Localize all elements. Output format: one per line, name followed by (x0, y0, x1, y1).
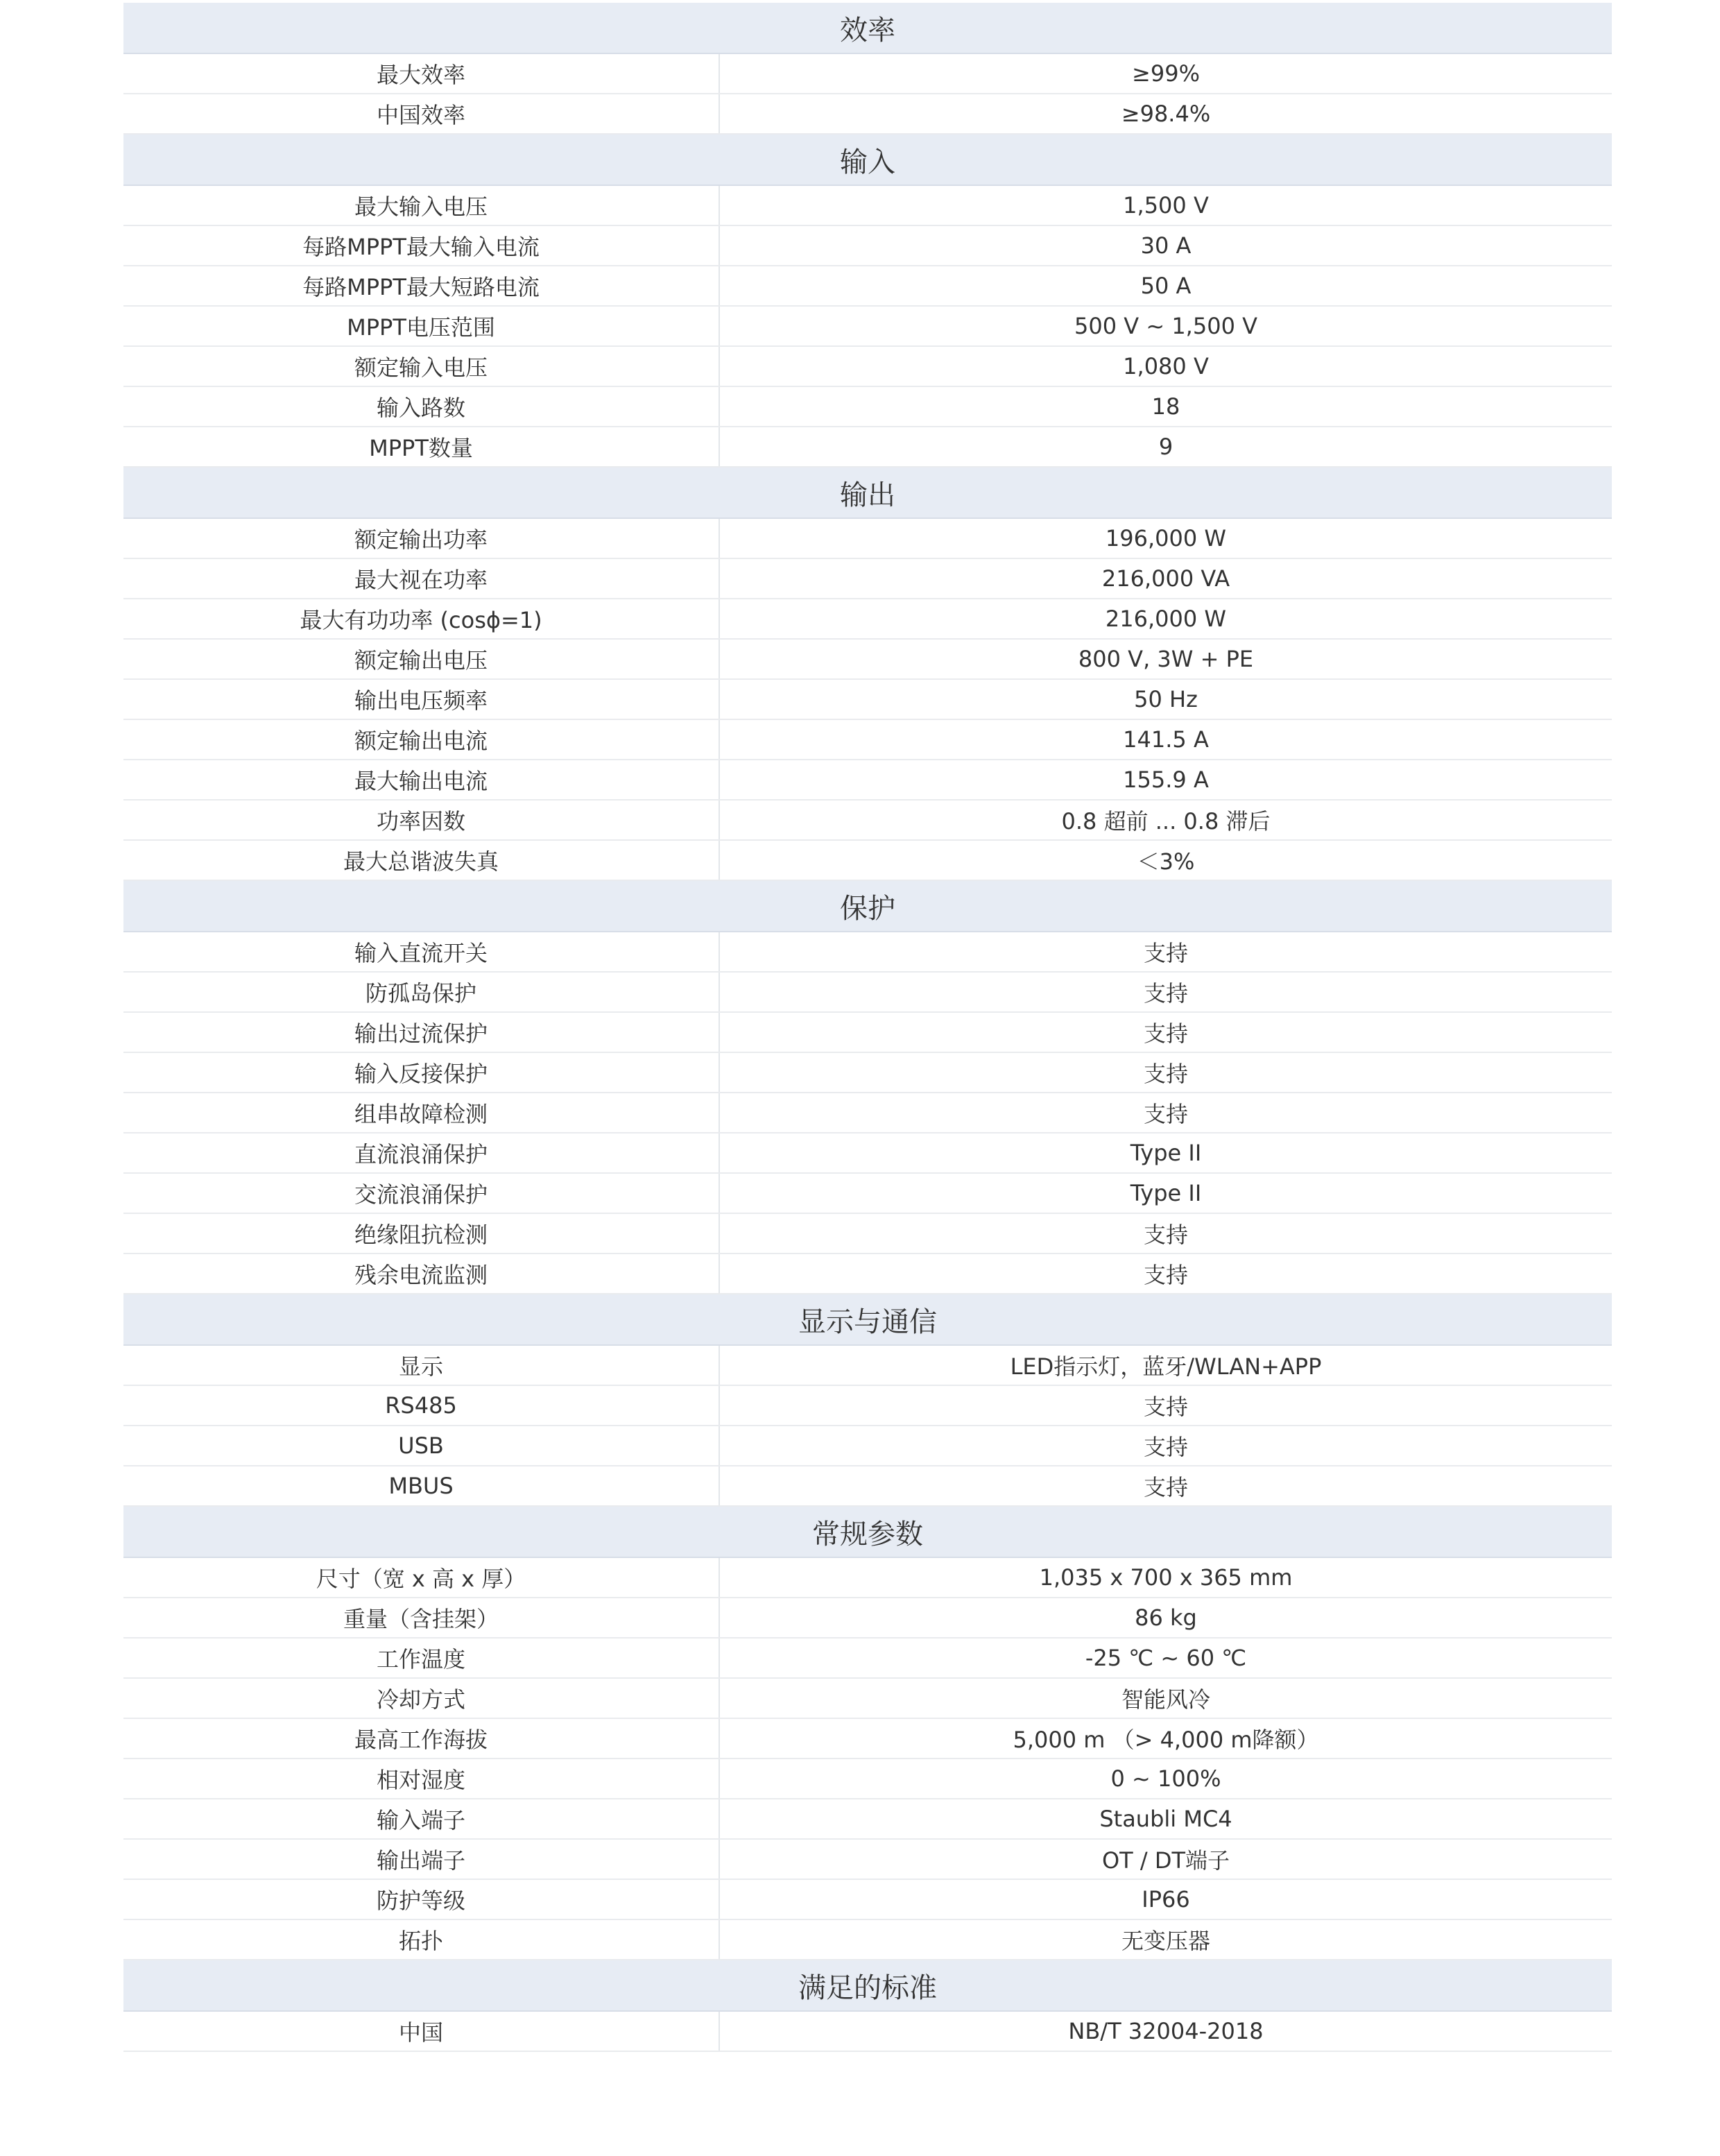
spec-value: 0.8 超前 ... 0.8 滞后 (1061, 808, 1271, 835)
spec-value: 500 V ~ 1,500 V (1074, 313, 1257, 339)
table-row (123, 1759, 1612, 1799)
spec-value: 智能风冷 (1121, 1686, 1210, 1713)
spec-label: 绝缘阻抗检测 (123, 1214, 720, 1253)
spec-label: 重量（含挂架） (123, 1598, 720, 1637)
table-row (123, 932, 1612, 973)
table-row (123, 841, 1612, 881)
spec-label: 每路MPPT最大短路电流 (123, 266, 720, 305)
table-row (123, 1346, 1612, 1386)
spec-label: 输入路数 (123, 387, 720, 426)
spec-label: RS485 (123, 1386, 720, 1425)
section-header: 输出 (123, 468, 1612, 519)
spec-value: 支持 (1143, 1262, 1188, 1288)
spec-value: 50 Hz (1134, 686, 1198, 712)
spec-label: 最大总谐波失真 (123, 841, 720, 880)
spec-label: 防孤岛保护 (123, 973, 720, 1011)
spec-label: 交流浪涌保护 (123, 1174, 720, 1213)
spec-value: 9 (1158, 434, 1173, 460)
spec-label: 最大视在功率 (123, 559, 720, 598)
spec-label: 防护等级 (123, 1880, 720, 1919)
spec-value: 无变压器 (1121, 1928, 1210, 1954)
table-row (123, 1719, 1612, 1759)
spec-value: NB/T 32004-2018 (1068, 2018, 1264, 2044)
spec-value: Staubli MC4 (1099, 1806, 1232, 1832)
table-row (123, 599, 1612, 640)
spec-label: USB (123, 1426, 720, 1465)
table-row (123, 347, 1612, 387)
table-row (123, 1466, 1612, 1507)
spec-value: OT / DT端子 (1101, 1847, 1230, 1874)
spec-label: 输出端子 (123, 1840, 720, 1879)
table-row (123, 1386, 1612, 1426)
spec-label: 组串故障检测 (123, 1093, 720, 1132)
spec-value: 86 kg (1135, 1605, 1197, 1631)
spec-label: MPPT电压范围 (123, 307, 720, 345)
spec-label: 功率因数 (123, 801, 720, 839)
spec-label: 冷却方式 (123, 1679, 720, 1718)
spec-value: 18 (1151, 393, 1180, 420)
spec-value: 支持 (1143, 1222, 1188, 1248)
spec-value: 支持 (1143, 1061, 1188, 1087)
spec-label: 最大有功功率 (cosϕ=1) (123, 599, 720, 638)
spec-value: -25 ℃ ~ 60 ℃ (1085, 1645, 1247, 1671)
spec-value: Type II (1130, 1140, 1202, 1166)
spec-value: ＜3% (1137, 848, 1195, 875)
spec-label: 输入端子 (123, 1799, 720, 1838)
section-header: 效率 (123, 3, 1612, 54)
table-row (123, 266, 1612, 307)
spec-label: 额定输出电压 (123, 640, 720, 678)
table-row (123, 1254, 1612, 1294)
table-row (123, 1639, 1612, 1679)
spec-value: 支持 (1143, 1020, 1188, 1047)
table-row (123, 54, 1612, 94)
table-row (123, 559, 1612, 599)
spec-label: 拓扑 (123, 1920, 720, 1959)
section-header: 输入 (123, 135, 1612, 186)
spec-label: 额定输入电压 (123, 347, 720, 386)
table-row (123, 1133, 1612, 1174)
spec-label: 显示 (123, 1346, 720, 1385)
table-row (123, 2012, 1612, 2052)
table-row (123, 640, 1612, 680)
section-header: 显示与通信 (123, 1294, 1612, 1346)
table-row (123, 1053, 1612, 1093)
spec-value: 支持 (1143, 1434, 1188, 1460)
table-row (123, 1214, 1612, 1254)
section-header: 满足的标准 (123, 1960, 1612, 2012)
spec-label: 相对湿度 (123, 1759, 720, 1798)
table-row (123, 680, 1612, 720)
spec-value: 支持 (1143, 1394, 1188, 1420)
spec-value: IP66 (1142, 1886, 1190, 1913)
spec-label: 输入直流开关 (123, 932, 720, 971)
table-row (123, 720, 1612, 760)
spec-label: MPPT数量 (123, 427, 720, 466)
table-row (123, 387, 1612, 427)
spec-value: 支持 (1143, 1101, 1188, 1127)
table-row (123, 519, 1612, 559)
spec-value: 196,000 W (1105, 525, 1227, 551)
spec-label: 最大效率 (123, 54, 720, 93)
spec-table (123, 3, 1612, 2052)
spec-value: 30 A (1140, 232, 1192, 259)
spec-value: ≥99% (1132, 60, 1200, 87)
table-row (123, 1093, 1612, 1133)
table-row (123, 1558, 1612, 1598)
spec-value: 支持 (1143, 980, 1188, 1007)
spec-label: 尺寸（宽 x 高 x 厚） (123, 1558, 720, 1597)
table-row (123, 1679, 1612, 1719)
spec-label: 额定输出功率 (123, 519, 720, 558)
spec-label: 输出电压频率 (123, 680, 720, 719)
table-row (123, 760, 1612, 801)
spec-value: 216,000 W (1105, 606, 1227, 632)
spec-label: 额定输出电流 (123, 720, 720, 759)
spec-value: 141.5 A (1123, 726, 1209, 753)
spec-label: 中国效率 (123, 94, 720, 133)
spec-label: 残余电流监测 (123, 1254, 720, 1293)
spec-value: 216,000 VA (1101, 565, 1230, 592)
table-row (123, 186, 1612, 226)
spec-value: 支持 (1143, 1474, 1188, 1500)
table-row (123, 973, 1612, 1013)
table-row (123, 94, 1612, 135)
table-row (123, 1920, 1612, 1960)
table-row (123, 1598, 1612, 1639)
table-row (123, 1880, 1612, 1920)
table-row (123, 1840, 1612, 1880)
spec-value: 5,000 m （> 4,000 m降额） (1013, 1727, 1319, 1753)
table-row (123, 1013, 1612, 1053)
spec-value: 1,035 x 700 x 365 mm (1039, 1564, 1293, 1591)
spec-value: 1,080 V (1123, 353, 1209, 379)
table-row (123, 801, 1612, 841)
spec-value: 支持 (1143, 940, 1188, 966)
section-header: 常规参数 (123, 1507, 1612, 1558)
table-row (123, 1174, 1612, 1214)
spec-value: ≥98.4% (1121, 101, 1211, 127)
spec-value: 155.9 A (1123, 767, 1209, 793)
spec-label: MBUS (123, 1466, 720, 1505)
table-row (123, 307, 1612, 347)
spec-label: 每路MPPT最大输入电流 (123, 226, 720, 265)
spec-value: Type II (1130, 1180, 1202, 1206)
spec-label: 最大输入电压 (123, 186, 720, 225)
spec-label: 最大输出电流 (123, 760, 720, 799)
spec-label: 输入反接保护 (123, 1053, 720, 1092)
spec-value: LED指示灯，蓝牙/WLAN+APP (1010, 1353, 1322, 1380)
spec-value: 50 A (1140, 273, 1192, 299)
spec-label: 工作温度 (123, 1639, 720, 1677)
spec-value: 0 ~ 100% (1110, 1765, 1221, 1792)
spec-label: 输出过流保护 (123, 1013, 720, 1052)
section-header: 保护 (123, 881, 1612, 932)
spec-value: 1,500 V (1123, 192, 1209, 219)
spec-label: 中国 (123, 2012, 720, 2051)
spec-value: 800 V, 3W + PE (1078, 646, 1254, 672)
table-row (123, 1799, 1612, 1840)
table-row (123, 226, 1612, 266)
spec-label: 直流浪涌保护 (123, 1133, 720, 1172)
spec-label: 最高工作海拔 (123, 1719, 720, 1758)
table-row (123, 427, 1612, 468)
table-row (123, 1426, 1612, 1466)
